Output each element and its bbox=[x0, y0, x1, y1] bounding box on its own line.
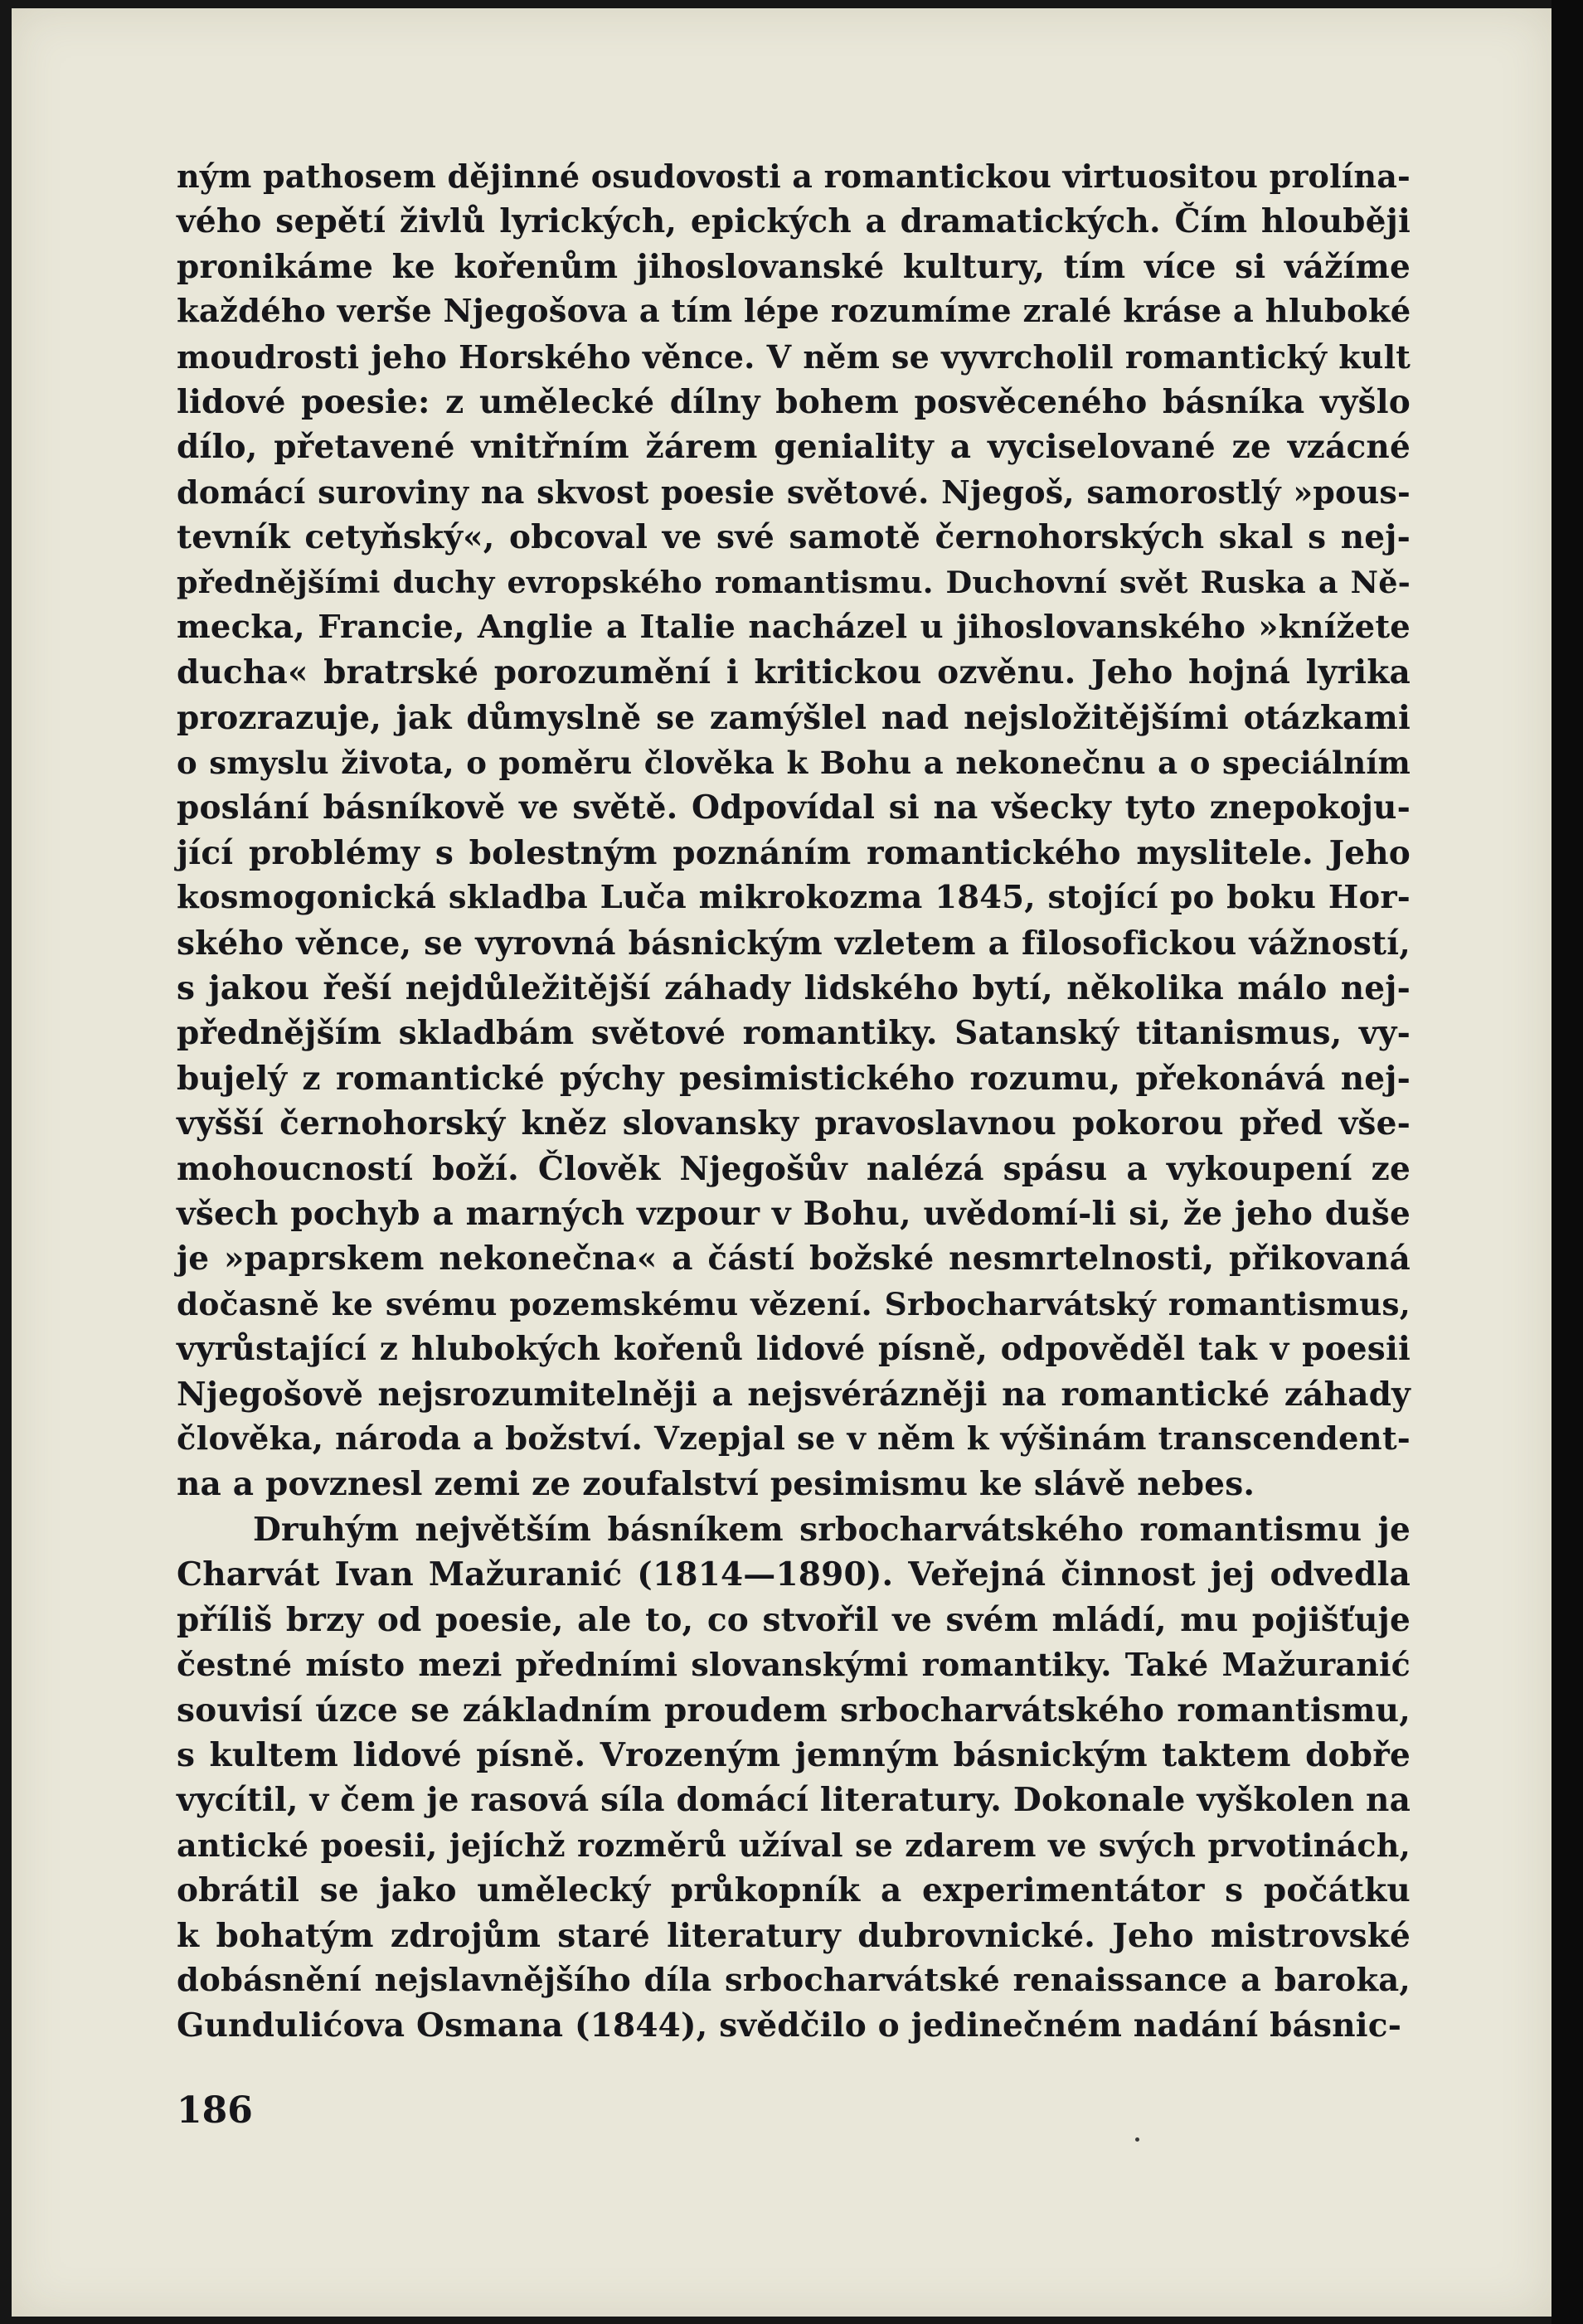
text-line: ského věnce, se vyrovná básnickým vzletem a filosofickou vážností, bbox=[177, 924, 1411, 963]
page-number: 186 bbox=[177, 2089, 253, 2132]
text-line: dočasně ke svému pozemskému vězení. Srbocharvátský romantismus, bbox=[177, 1285, 1411, 1322]
text-line: kosmogonická skladba Luča mikrokozma 1845, stojící po boku Hor- bbox=[177, 879, 1411, 917]
text-line: Druhým největším básníkem srbocharvátského romantismu je bbox=[253, 1511, 1411, 1549]
text-line: pronikáme ke kořenům jihoslovanské kultury, tím více si vážíme bbox=[177, 247, 1411, 286]
text-line: moudrosti jeho Horského věnce. V něm se vyvrcholil romantický kult bbox=[177, 337, 1411, 376]
text-line: mecka, Francie, Anglie a Italie nacházel u jihoslovanského »knížete bbox=[177, 608, 1411, 646]
text-line: prozrazuje, jak důmyslně se zamýšlel nad nejsložitějšími otázkami bbox=[177, 698, 1411, 737]
text-line: každého verše Njegošova a tím lépe rozumíme zralé kráse a hluboké bbox=[177, 293, 1411, 331]
text-line: Gundulićova Osmana (1844), svědčilo o jedinečném nadání básnic- bbox=[177, 2006, 1402, 2045]
text-line: ným pathosem dějinné osudovosti a romantickou virtuositou prolína- bbox=[177, 158, 1411, 195]
binding-edge bbox=[1551, 0, 1583, 2324]
text-line: poslání básníkově ve světě. Odpovídal si na všecky tyto znepokoju- bbox=[177, 788, 1411, 827]
text-line: vycítil, v čem je rasová síla domácí literatury. Dokonale vyškolen na bbox=[177, 1781, 1411, 1820]
text-line: Njegošově nejsrozumitelněji a nejsvérázněji na romantické záhady bbox=[177, 1375, 1411, 1414]
text-line: k bohatým zdrojům staré literatury dubrovnické. Jeho mistrovské bbox=[177, 1916, 1411, 1955]
text-line: vého sepětí živlů lyrických, epických a dramatických. Čím hlouběji bbox=[177, 202, 1411, 241]
text-line: jící problémy s bolestným poznáním romantického myslitele. Jeho bbox=[177, 833, 1411, 872]
text-line: Charvát Ivan Mažuranić (1814—1890). Veřejná činnost jej odvedla bbox=[177, 1555, 1411, 1594]
text-line: na a povznesl zemi ze zoufalství pesimismu ke slávě nebes. bbox=[177, 1465, 1255, 1504]
text-line: s kultem lidové písně. Vrozeným jemným básnickým taktem dobře bbox=[177, 1735, 1411, 1774]
text-line: bujelý z romantické pýchy pesimistického rozumu, překonává nej- bbox=[177, 1059, 1411, 1098]
text-line: o smyslu života, o poměru člověka k Bohu a nekonečnu a o speciálním bbox=[177, 745, 1411, 782]
text-line: mohoucností boží. Člověk Njegošův nalézá spásu a vykoupení ze bbox=[177, 1149, 1411, 1188]
text-line: přednějším skladbám světové romantiky. Satanský titanismus, vy- bbox=[177, 1014, 1411, 1053]
text-line: dobásnění nejslavnějšího díla srbocharvátské renaissance a baroka, bbox=[177, 1961, 1411, 1999]
paper-speck bbox=[1135, 2137, 1139, 2142]
text-line: obrátil se jako umělecký průkopník a experimentátor s počátku bbox=[177, 1871, 1411, 1910]
paragraph-1 bbox=[177, 154, 1411, 1507]
paragraph-2 bbox=[177, 1507, 1411, 2049]
text-line: čestné místo mezi předními slovanskými romantiky. Také Mažuranić bbox=[177, 1646, 1411, 1684]
text-line: lidové poesie: z umělecké dílny bohem posvěceného básníka vyšlo bbox=[177, 382, 1411, 421]
text-line: domácí suroviny na skvost poesie světové. Njegoš, samorostlý »pous- bbox=[177, 473, 1411, 511]
text-line: antické poesii, jejíchž rozměrů užíval se zdarem ve svých prvotinách, bbox=[177, 1826, 1411, 1864]
text-line: přednějšími duchy evropského romantismu. Duchovní svět Ruska a Ně- bbox=[177, 564, 1411, 600]
text-line: vyšší černohorský kněz slovansky pravoslavnou pokorou před vše- bbox=[177, 1104, 1411, 1143]
text-line: všech pochyb a marných vzpour v Bohu, uvědomí-li si, že jeho duše bbox=[177, 1194, 1411, 1233]
text-line: vyrůstající z hlubokých kořenů lidové písně, odpověděl tak v poesii bbox=[177, 1330, 1411, 1369]
text-line: tevník cetyňský«, obcoval ve své samotě černohorských skal s nej- bbox=[177, 518, 1411, 557]
text-line: příliš brzy od poesie, ale to, co stvořil ve svém mládí, mu pojišťuje bbox=[177, 1600, 1411, 1639]
text-line: s jakou řeší nejdůležitější záhady lidského bytí, několika málo nej- bbox=[177, 969, 1411, 1008]
text-line: souvisí úzce se základním proudem srbocharvátského romantismu, bbox=[177, 1691, 1411, 1730]
text-line: je »paprskem nekonečna« a částí božské nesmrtelnosti, přikovaná bbox=[177, 1240, 1411, 1278]
text-line: ducha« bratrské porozumění i kritickou ozvěnu. Jeho hojná lyrika bbox=[177, 653, 1411, 692]
text-line: člověka, národa a božství. Vzepjal se v něm k výšinám transcendent- bbox=[177, 1419, 1411, 1458]
text-line: dílo, přetavené vnitřním žárem geniality a vyciselované ze vzácné bbox=[177, 428, 1411, 467]
